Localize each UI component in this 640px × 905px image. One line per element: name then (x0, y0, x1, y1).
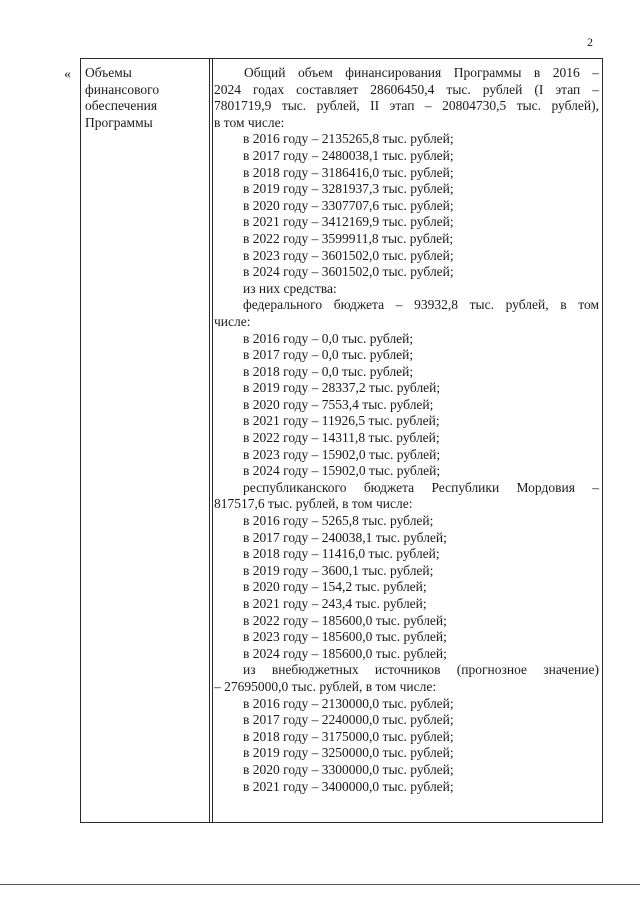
intro-line: в том числе: (214, 114, 285, 130)
heading-line: Программы (85, 114, 153, 130)
republic-intro-line: 817517,6 тыс. рублей, в том числе: (214, 496, 413, 512)
column-divider (209, 59, 210, 822)
federal-year-line: в 2017 году – 0,0 тыс. рублей; (243, 347, 414, 363)
republic-year-line: в 2021 году – 243,4 тыс. рублей; (243, 596, 427, 611)
republic-year-line: в 2020 году – 154,2 тыс. рублей; (243, 579, 427, 595)
extra-year-line: в 2017 году – 2240000,0 тыс. рублей; (243, 712, 454, 728)
republic-year-line: в 2024 году – 185600,0 тыс. рублей; (243, 645, 447, 661)
republic-year-line: в 2017 году – 240038,1 тыс. рублей; (243, 529, 447, 545)
total-year-line: в 2023 году – 3601502,0 тыс. рублей; (243, 247, 454, 263)
extra-year-line: в 2016 году – 2130000,0 тыс. рублей; (243, 695, 454, 711)
extra-intro-line: – 27695000,0 тыс. рублей, в том числе: (214, 678, 437, 694)
republic-intro-line: республиканского бюджета Республики Мордовия – (243, 479, 599, 495)
federal-year-line: в 2022 году – 14311,8 тыс. рублей; (243, 430, 440, 446)
total-year-line: в 2024 году – 3601502,0 тыс. рублей; (243, 264, 454, 280)
heading-line: Объемы (85, 65, 132, 80)
extra-year-line: в 2018 году – 3175000,0 тыс. рублей; (243, 728, 454, 744)
federal-year-line: в 2019 году – 28337,2 тыс. рублей; (243, 380, 441, 396)
page-number: 2 (587, 35, 593, 49)
total-year-line: в 2020 году – 3307707,6 тыс. рублей; (243, 197, 454, 213)
total-year-line: в 2022 году – 3599911,8 тыс. рублей; (243, 230, 454, 246)
of-them-line: из них средства: (243, 280, 337, 296)
federal-year-line: в 2016 году – 0,0 тыс. рублей; (243, 330, 414, 346)
republic-year-line: в 2016 году – 5265,8 тыс. рублей; (243, 513, 434, 529)
extra-year-line: в 2019 году – 3250000,0 тыс. рублей; (243, 745, 454, 761)
heading-line: обеспечения (85, 98, 158, 114)
federal-intro-line: федерального бюджета – 93932,8 тыс. рублей, в том (243, 297, 599, 313)
federal-year-line: в 2024 году – 15902,0 тыс. рублей; (243, 463, 441, 479)
total-year-line: в 2016 году – 2135265,8 тыс. рублей; (243, 131, 454, 147)
republic-year-line: в 2018 году – 11416,0 тыс. рублей; (243, 546, 440, 562)
federal-year-line: в 2018 году – 0,0 тыс. рублей; (243, 363, 414, 379)
total-year-line: в 2018 году – 3186416,0 тыс. рублей; (243, 164, 454, 180)
intro-line: 7801719,9 тыс. рублей, II этап – 20804730,5 тыс. рублей), (214, 98, 599, 114)
right-cell-content (214, 65, 599, 795)
republic-year-line: в 2023 году – 185600,0 тыс. рублей; (243, 629, 447, 645)
federal-year-line: в 2021 году – 11926,5 тыс. рублей; (243, 413, 440, 429)
total-year-line: в 2017 году – 2480038,1 тыс. рублей; (243, 147, 454, 163)
republic-year-line: в 2019 году – 3600,1 тыс. рублей; (243, 562, 434, 578)
federal-year-line: в 2023 году – 15902,0 тыс. рублей; (243, 446, 441, 462)
federal-intro-line: числе: (214, 313, 251, 329)
left-cell-heading (85, 65, 205, 131)
intro-line: Общий объем финансирования Программы в 2016 – (244, 65, 599, 80)
extra-intro-line: из внебюджетных источников (прогнозное значение) (243, 662, 599, 678)
extra-year-line: в 2020 году – 3300000,0 тыс. рублей; (243, 761, 454, 777)
opening-quote: « (64, 67, 71, 82)
heading-line: финансового (85, 81, 160, 97)
intro-line: 2024 годах составляет 28606450,4 тыс. рублей (I этап – (214, 81, 599, 97)
federal-year-line: в 2020 году – 7553,4 тыс. рублей; (243, 396, 434, 412)
column-divider-inner (212, 59, 213, 822)
extra-year-line: в 2021 году – 3400000,0 тыс. рублей; (243, 778, 454, 794)
total-year-line: в 2019 году – 3281937,3 тыс. рублей; (243, 181, 454, 197)
financing-table (80, 58, 603, 823)
republic-year-line: в 2022 году – 185600,0 тыс. рублей; (243, 612, 447, 628)
scan-bottom-edge (0, 884, 640, 885)
total-year-line: в 2021 году – 3412169,9 тыс. рублей; (243, 214, 454, 230)
